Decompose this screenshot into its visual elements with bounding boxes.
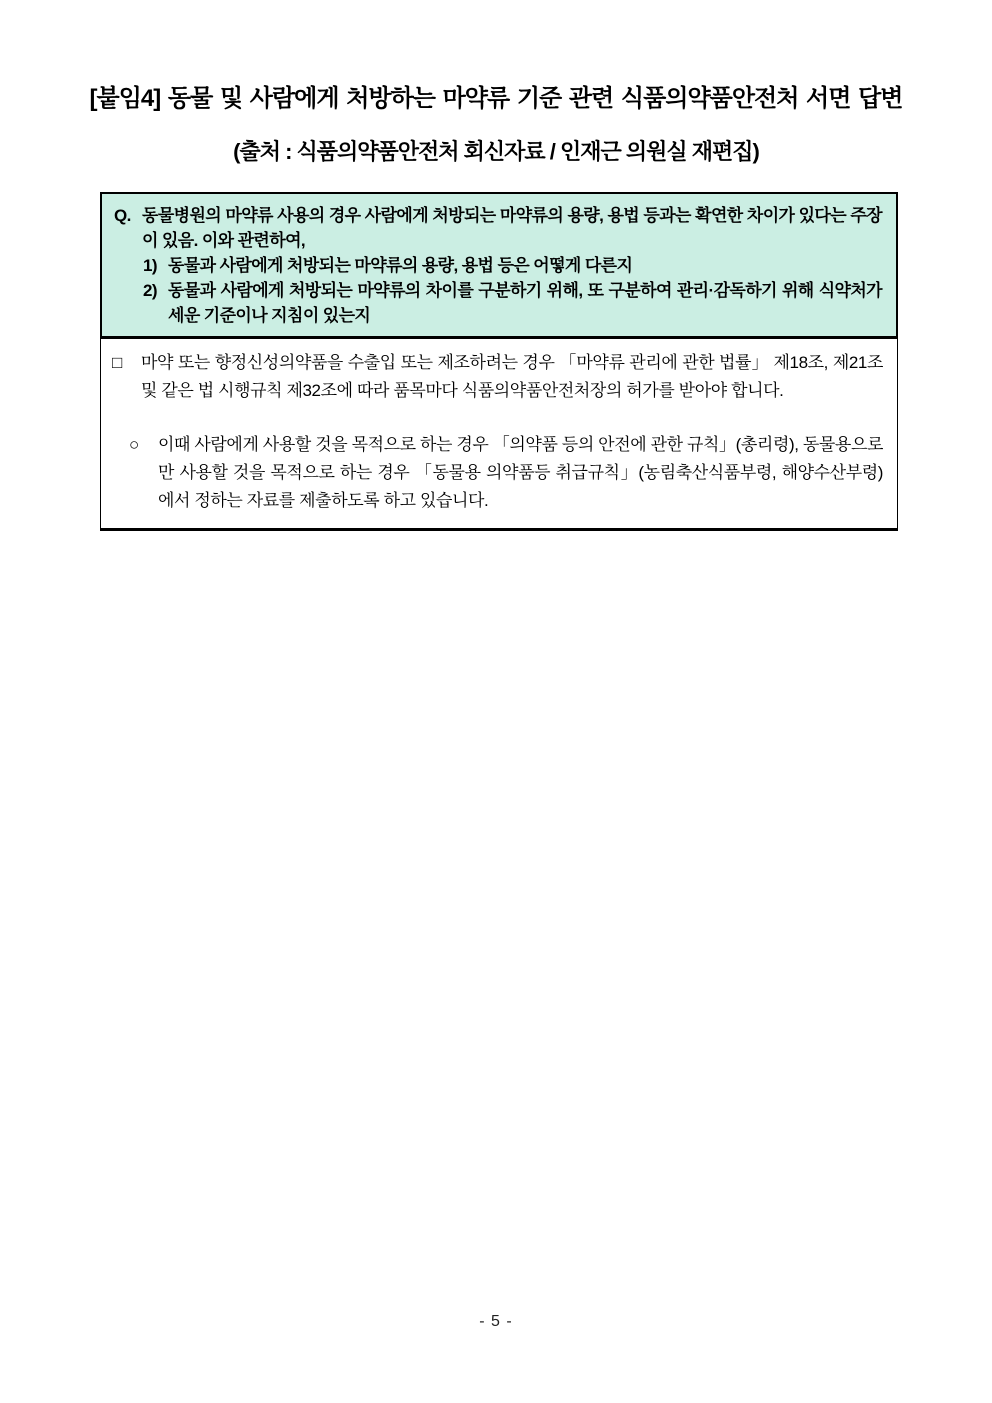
answer-paragraph-2 [128, 431, 883, 515]
question-item-2-text: 동물과 사람에게 처방되는 마약류의 차이를 구분하기 위해, 또 구분하여 관리·감독하기 위해 식약처가 세운 기준이나 지침이 있는지 [168, 281, 882, 325]
question-lead-text: 동물병원의 마약류 사용의 경우 사람에게 처방되는 마약류의 용량, 용법 등과는 확연한 차이가 있다는 주장이 있음. 이와 관련하여, [142, 206, 882, 250]
question-item-1-marker: 1) [143, 256, 157, 275]
question-lead [112, 203, 882, 253]
answer-paragraph-1 [111, 349, 883, 405]
page-number: - 5 - [479, 1313, 513, 1330]
question-item-2-marker: 2) [143, 281, 157, 300]
circle-bullet-icon: ○ [129, 435, 139, 454]
qa-section [100, 192, 898, 531]
document-subtitle: (출처 : 식품의약품안전처 회신자료 / 인재근 의원실 재편집) [233, 139, 759, 164]
document-title: [붙임4] 동물 및 사람에게 처방하는 마약류 기준 관련 식품의약품안전처 서면 답변 [89, 85, 903, 112]
answer-box [100, 338, 898, 531]
question-box [100, 192, 898, 338]
square-bullet-icon: □ [112, 353, 122, 372]
question-item-1-text: 동물과 사람에게 처방되는 마약류의 용량, 용법 등은 어떻게 다른지 [168, 256, 633, 275]
question-item-2 [112, 278, 882, 328]
answer-paragraph-2-text: 이때 사람에게 사용할 것을 목적으로 하는 경우 「의약품 등의 안전에 관한 규칙」(총리령), 동물용으로만 사용할 것을 목적으로 하는 경우 「동물용 의약품등 취급규칙」(농림축산식품부령, 해양수산부령)에서 정하는 자료를 제출하도록 하고 있습니다. [158, 435, 883, 510]
question-marker: Q. [114, 206, 131, 225]
question-item-1 [112, 253, 882, 278]
answer-paragraph-1-text: 마약 또는 향정신성의약품을 수출입 또는 제조하려는 경우 「마약류 관리에 관한 법률」 제18조, 제21조 및 같은 법 시행규칙 제32조에 따라 품목마다 식품의약품안전처장의 허가를 받아야 합니다. [141, 353, 883, 400]
title-block [0, 0, 992, 166]
